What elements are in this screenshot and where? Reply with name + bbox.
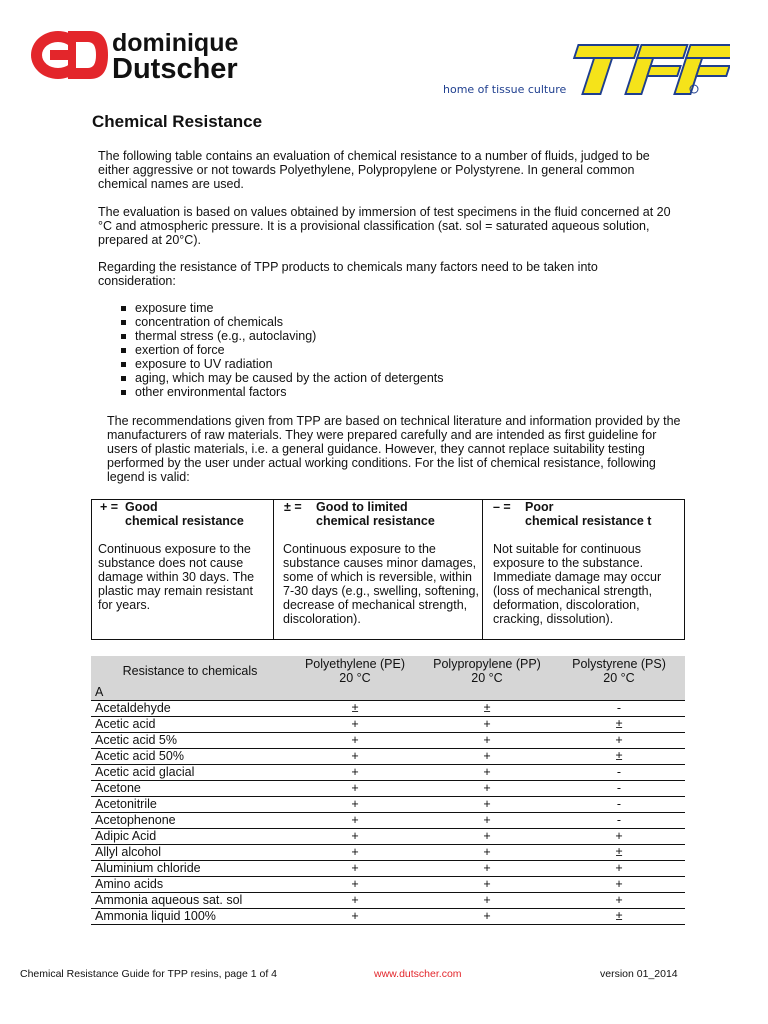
pe-rating-cell: + [289,845,421,861]
ps-rating-cell: - [553,765,685,781]
group-row [91,685,685,701]
legend-subtitle: chemical resistance [125,514,244,528]
brand-line-2: Dutscher [112,53,238,85]
chemical-name-cell: Acetic acid 5% [91,733,289,749]
chemical-name-cell: Acetic acid glacial [91,765,289,781]
pp-rating-cell: + [421,877,553,893]
chemical-name-cell: Acetic acid 50% [91,749,289,765]
pe-label: Polyethylene (PE) [304,656,406,671]
recommendations-paragraph: The recommendations given from TPP are based on technical literature and information provided by the manufacturers of raw materials. They were prepared carefully and are intended as first guideline for users of plastic materials, i.e. a general guidance. However, they cannot replace suitability testing performed by the user under actual working conditions. For the list of chemical resistance, following legend is valid: [107,414,681,484]
pp-rating-cell: ± [421,701,553,717]
group-label: A [91,685,685,701]
ps-rating-cell: - [553,797,685,813]
pp-label: Polypropylene (PP) [433,656,541,671]
list-item: thermal stress (e.g., autoclaving) [120,329,444,343]
pe-rating-cell: + [289,877,421,893]
table-row [91,797,685,813]
legend-description: Continuous exposure to the substance causes minor damages, some of which is reversible, within 7-30 days (e.g., swelling, softening, decrease of mechanical strength, discoloration). [283,542,479,626]
footer-page-info: Chemical Resistance Guide for TPP resins, page 1 of 4 [20,968,277,980]
pp-rating-cell: + [421,861,553,877]
ps-rating-cell: + [553,829,685,845]
chemical-name-cell: Acetaldehyde [91,701,289,717]
pe-rating-cell: + [289,909,421,925]
pp-rating-cell: + [421,749,553,765]
table-row [91,893,685,909]
pp-rating-cell: + [421,893,553,909]
legend-box [91,499,685,640]
pe-rating-cell: + [289,861,421,877]
chemical-name-cell: Acetic acid [91,717,289,733]
pe-rating-cell: + [289,733,421,749]
column-header-ps [553,656,685,685]
chemical-name-cell: Adipic Acid [91,829,289,845]
chemical-name-cell: Aluminium chloride [91,861,289,877]
ps-rating-cell: ± [553,845,685,861]
chemical-name-cell: Acetophenone [91,813,289,829]
legend-symbol: ± = [284,500,302,514]
dominique-dutscher-logo [28,24,258,86]
table-row [91,861,685,877]
table-row [91,781,685,797]
pe-rating-cell: + [289,717,421,733]
pe-rating-cell: + [289,893,421,909]
ps-rating-cell: + [553,861,685,877]
legend-poor [483,500,684,639]
tpp-logo [440,40,730,102]
brand-line-1: dominique [112,29,239,57]
dd-emblem-icon [28,24,110,86]
table-row [91,733,685,749]
column-header-pp [421,656,553,685]
list-item: other environmental factors [120,385,444,399]
table-row [91,749,685,765]
list-item: exposure time [120,301,444,315]
pe-rating-cell: + [289,797,421,813]
ps-rating-cell: + [553,893,685,909]
factors-list [120,301,444,399]
chemical-name-cell: Acetone [91,781,289,797]
pp-rating-cell: + [421,781,553,797]
pp-rating-cell: + [421,813,553,829]
tpp-tagline: home of tissue culture [443,83,567,96]
legend-title: Good [125,500,158,514]
pp-rating-cell: + [421,797,553,813]
pp-temp: 20 °C [471,670,503,685]
table-row [91,717,685,733]
legend-subtitle: chemical resistance [316,514,435,528]
chemical-name-cell: Amino acids [91,877,289,893]
pp-rating-cell: + [421,909,553,925]
ps-rating-cell: ± [553,717,685,733]
table-header-row [91,656,685,685]
table-row [91,701,685,717]
ps-rating-cell: + [553,733,685,749]
list-item: concentration of chemicals [120,315,444,329]
pe-rating-cell: + [289,749,421,765]
legend-symbol: + = [100,500,119,514]
column-header-chemical: Resistance to chemicals [91,656,289,685]
evaluation-paragraph: The evaluation is based on values obtained by immersion of test specimens in the fluid concerned at 20 °C and atmospheric pressure. It is a provisional classification (sat. sol = saturated aqueous solution, prepared at 20°C). [98,205,671,247]
chemical-name-cell: Acetonitrile [91,797,289,813]
pe-rating-cell: ± [289,701,421,717]
ps-rating-cell: - [553,781,685,797]
pe-rating-cell: + [289,813,421,829]
ps-temp: 20 °C [603,670,635,685]
page-header [0,0,768,110]
chemical-name-cell: Allyl alcohol [91,845,289,861]
pp-rating-cell: + [421,733,553,749]
ps-rating-cell: ± [553,749,685,765]
factors-intro-paragraph: Regarding the resistance of TPP products to chemicals many factors need to be taken into consideration: [98,260,598,288]
legend-title: Poor [525,500,554,514]
footer-website-link[interactable]: www.dutscher.com [374,968,462,980]
ps-rating-cell: - [553,701,685,717]
pp-rating-cell: + [421,829,553,845]
pe-rating-cell: + [289,781,421,797]
legend-subtitle: chemical resistance t [525,514,652,528]
ps-rating-cell: + [553,877,685,893]
pe-rating-cell: + [289,765,421,781]
legend-title: Good to limited [316,500,408,514]
list-item: exertion of force [120,343,444,357]
legend-limited [274,500,483,639]
legend-symbol: – = [493,500,511,514]
ps-label: Polystyrene (PS) [572,656,666,671]
chemical-name-cell: Ammonia aqueous sat. sol [91,893,289,909]
pp-rating-cell: + [421,717,553,733]
list-item: exposure to UV radiation [120,357,444,371]
footer-version: version 01_2014 [600,968,678,980]
pp-rating-cell: + [421,765,553,781]
chemical-resistance-table [91,656,685,925]
table-row [91,845,685,861]
legend-description: Not suitable for continuous exposure to the substance. Immediate damage may occur (loss of mechanical strength, deformation, discoloration, cracking, dissolution). [493,542,662,626]
ps-rating-cell: ± [553,909,685,925]
table-row [91,813,685,829]
intro-paragraph: The following table contains an evaluation of chemical resistance to a number of fluids, judged to be either aggressive or not towards Polyethylene, Polypropylene or Polystyrene. In general common chemical names are used. [98,149,650,191]
ps-rating-cell: - [553,813,685,829]
legend-description: Continuous exposure to the substance does not cause damage within 30 days. The plastic may remain resistant for years. [98,542,255,612]
pe-rating-cell: + [289,829,421,845]
pe-temp: 20 °C [339,670,371,685]
legend-good [92,500,274,639]
column-header-pe [289,656,421,685]
list-item: aging, which may be caused by the action of detergents [120,371,444,385]
chemical-name-cell: Ammonia liquid 100% [91,909,289,925]
pp-rating-cell: + [421,845,553,861]
table-row [91,765,685,781]
table-row [91,909,685,925]
page-title: Chemical Resistance [92,112,263,131]
table-row [91,829,685,845]
table-row [91,877,685,893]
